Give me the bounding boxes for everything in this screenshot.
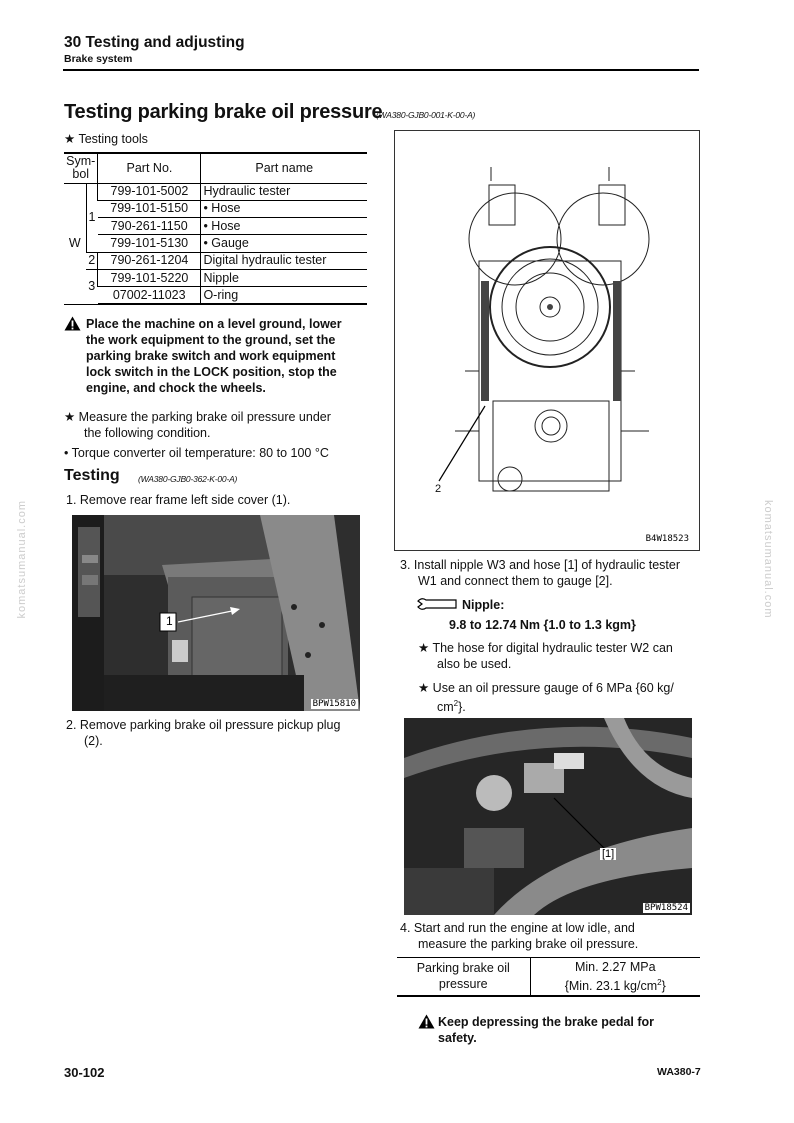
testing-heading: Testing xyxy=(64,467,120,484)
rear-frame-illustration xyxy=(72,515,360,711)
table-row xyxy=(64,252,367,269)
part-name-cell: • Hose xyxy=(201,200,367,217)
figure-code: B4W18523 xyxy=(645,534,689,544)
result-value: Min. 2.27 MPa {Min. 23.1 $kg/cm^2$} xyxy=(530,958,700,996)
step-1: 1. Remove rear frame left side cover (1). xyxy=(66,493,291,507)
photo1-callout: 1 xyxy=(166,614,173,628)
warning-line: lock switch in the LOCK position, stop the xyxy=(86,365,337,379)
chapter-title: 30 Testing and adjusting xyxy=(64,34,245,51)
figure-callout: 2 xyxy=(435,483,442,495)
testing-code: (WA380-GJB0-362-K-00-A) xyxy=(138,474,238,484)
step-2: 2. Remove parking brake oil pressure pickup plug xyxy=(66,718,341,732)
group-cell: 3 xyxy=(86,269,98,304)
section-title: Testing parking brake oil pressure xyxy=(64,101,383,123)
warning-line: engine, and chock the wheels. xyxy=(86,381,266,395)
part-no-cell: 799-101-5002 xyxy=(98,183,201,200)
part-name-cell: Nipple xyxy=(201,269,367,286)
part-name-cell: O-ring xyxy=(201,287,367,304)
section-code: (WA380-GJB0-001-K-00-A) xyxy=(376,110,476,120)
hose-connection-illustration xyxy=(404,718,692,915)
group-cell: 2 xyxy=(86,252,98,269)
testing-tools-label: ★ Testing tools xyxy=(64,132,148,146)
warning-line: parking brake switch and work equipment xyxy=(86,349,336,363)
wrench-icon xyxy=(416,597,458,611)
gauge-note: ★ Use an oil pressure gauge of 6 MPa {60 kg/ xyxy=(418,681,674,695)
warning-icon xyxy=(64,316,81,331)
table-row xyxy=(64,235,367,252)
table-row xyxy=(64,200,367,217)
photo2-callout: [1] xyxy=(602,848,615,860)
part-no-cell: 07002-11023 xyxy=(98,287,201,304)
group-cell: 1 xyxy=(86,183,98,252)
warning-icon xyxy=(418,1014,435,1029)
part-no-cell: 790-261-1204 xyxy=(98,252,201,269)
step-4-cont: measure the parking brake oil pressure. xyxy=(418,937,639,951)
symbol-cell: W xyxy=(64,183,86,304)
part-no-cell: 799-101-5130 xyxy=(98,235,201,252)
watermark-right: komatsumanual.com xyxy=(762,500,774,619)
temperature-note: • Torque converter oil temperature: 80 to 100 °C xyxy=(64,446,329,460)
transmission-figure xyxy=(394,130,700,551)
photo1-code: BPW15810 xyxy=(312,699,356,709)
warning-line: the work equipment to the ground, set the xyxy=(86,333,336,347)
warning-line: safety. xyxy=(438,1031,477,1045)
table-row xyxy=(64,287,367,304)
hose-note: ★ The hose for digital hydraulic tester W2 can xyxy=(418,641,673,655)
hose-note-cont: also be used. xyxy=(437,657,512,671)
table-row xyxy=(64,218,367,235)
photo2-code: BPW18524 xyxy=(644,903,688,913)
torque-value: 9.8 to 12.74 Nm {1.0 to 1.3 kgm} xyxy=(449,618,636,632)
part-name-cell: Hydraulic tester xyxy=(201,183,367,200)
part-name-cell: • Hose xyxy=(201,218,367,235)
result-table xyxy=(397,957,700,997)
result-item: Parking brake oil pressure xyxy=(397,958,530,996)
warning-line: Keep depressing the brake pedal for xyxy=(438,1015,655,1029)
model-name: WA380-7 xyxy=(657,1066,701,1078)
part-no-cell: 790-261-1150 xyxy=(98,218,201,235)
measure-note-cont: the following condition. xyxy=(84,426,211,440)
page-number: 30-102 xyxy=(64,1065,105,1080)
step-3: 3. Install nipple W3 and hose [1] of hydraulic tester xyxy=(400,558,681,572)
table-row xyxy=(397,958,700,996)
step-3-cont: W1 and connect them to gauge [2]. xyxy=(418,574,613,588)
testing-tools-table xyxy=(64,152,367,305)
step-2-cont: (2). xyxy=(84,734,103,748)
photo-rear-frame-cover xyxy=(72,515,360,711)
col-part-name: Part name xyxy=(201,153,367,183)
measure-note: ★ Measure the parking brake oil pressure under xyxy=(64,410,331,424)
step-4: 4. Start and run the engine at low idle, and xyxy=(400,921,635,935)
part-name-cell: Digital hydraulic tester xyxy=(201,252,367,269)
header-divider xyxy=(63,69,699,71)
chapter-subtitle: Brake system xyxy=(64,53,133,65)
warning-line: Place the machine on a level ground, lower xyxy=(86,317,342,331)
table-row xyxy=(64,183,367,200)
col-part-no: Part No. xyxy=(98,153,201,183)
col-symbol: Sym- bol xyxy=(64,153,98,183)
table-row xyxy=(64,269,367,286)
part-no-cell: 799-101-5150 xyxy=(98,200,201,217)
part-no-cell: 799-101-5220 xyxy=(98,269,201,286)
gauge-note-cont: $cm^2$}. xyxy=(437,699,466,715)
photo-hose-connection xyxy=(404,718,692,915)
watermark-left: komatsumanual.com xyxy=(16,500,28,619)
torque-label: Nipple: xyxy=(462,598,505,612)
part-name-cell: • Gauge xyxy=(201,235,367,252)
